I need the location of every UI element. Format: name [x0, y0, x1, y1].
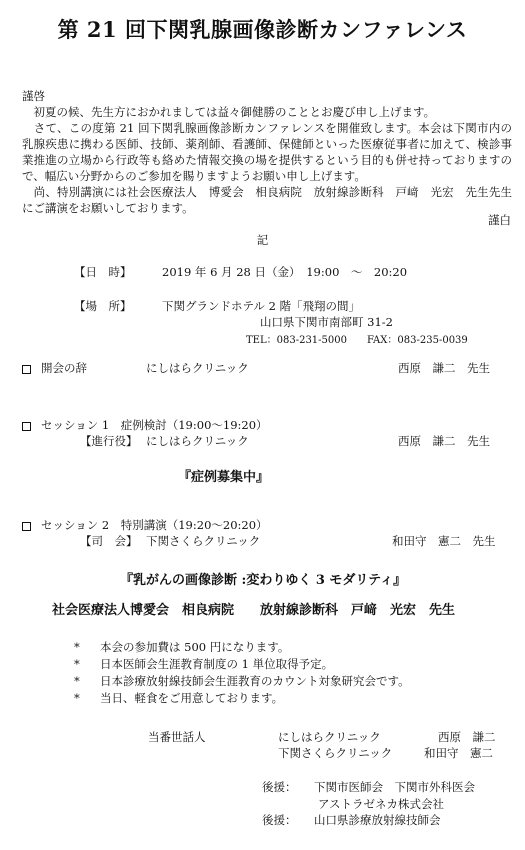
note-text: 本会の参加費は 500 円になります。: [100, 640, 290, 654]
ki-heading: 記: [256, 233, 269, 247]
list-item: [74, 656, 410, 673]
note-text: 日本医師会生涯教育制度の 1 単位取得予定。: [100, 657, 334, 671]
opening-row: [22, 360, 87, 376]
date-value: 2019 年 6 月 28 日（金） 19:00 ～ 20:20: [162, 265, 408, 279]
asterisk-mark: *: [74, 640, 80, 654]
note-text: 当日、軽食をご用意しております。: [100, 691, 284, 705]
session1-title: セッション 1 症例検討（19:00～19:20）: [41, 418, 268, 432]
session2-org: 下関さくらクリニック: [146, 534, 261, 548]
letter-body: [22, 104, 512, 216]
date-label: 【日 時】: [74, 265, 132, 279]
organizer-person: 西原 謙二: [438, 730, 496, 744]
list-item: [74, 639, 410, 656]
sponsor-line: アストラゼネカ株式会社: [318, 797, 445, 811]
square-bullet-icon: [22, 422, 31, 431]
organizer-org: 下関さくらクリニック: [278, 746, 393, 760]
opening-org: にしはらクリニック: [146, 361, 249, 375]
case-recruiting-note: 『症例募集中』: [178, 470, 270, 485]
organizer-org: にしはらクリニック: [278, 730, 381, 744]
session2-title: セッション 2 特別講演（19:20～20:20）: [41, 518, 268, 532]
session2-role: 【司 会】: [80, 534, 138, 548]
list-item: [74, 690, 410, 707]
list-item: [74, 673, 410, 690]
lecture-title: 『乳がんの画像診断 :変わりゆく 3 モダリティ』: [120, 573, 407, 588]
notes-list: [74, 639, 410, 707]
session2-person: 和田守 憲二 先生: [392, 534, 496, 548]
square-bullet-icon: [22, 522, 31, 531]
square-bullet-icon: [22, 365, 31, 374]
asterisk-mark: *: [74, 657, 80, 671]
organizers-label: 当番世話人: [148, 730, 206, 744]
sponsor-label: 後援：: [262, 813, 297, 827]
venue-tel: TEL：083-231-5000 FAX：083-235-0039: [246, 335, 468, 346]
opening-title: 開会の辞: [41, 361, 87, 375]
sponsor-line: 下関市医師会 下関市外科医会: [314, 780, 475, 794]
venue-name: 下関グランドホテル 2 階「飛翔の間」: [162, 299, 361, 313]
asterisk-mark: *: [74, 674, 80, 688]
session2-row: [22, 517, 268, 533]
lecture-speaker: 社会医療法人博愛会 相良病院 放射線診断科 戸﨑 光宏 先生: [52, 603, 456, 618]
paragraph-3: 尚、特別講演には社会医療法人 博愛会 相良病院 放射線診断科 戸﨑 光宏 先生先生にご講演をお願いしております。: [22, 185, 512, 215]
organizer-person: 和田守 憲二: [424, 746, 493, 760]
paragraph-2: さて、この度第 21 回下関乳腺画像診断カンファレンスを開催致します。本会は下関市内の乳腺疾患に携わる医師、技師、薬剤師、看護師、保健師といった医療従事者に加えて、検診事業推進の立場から行政等も絡めた情報交換の場を提供するという目的も併せ持っておりますので、幅広い分野からのご参加を賜りますようお願い申し上げます。: [22, 121, 512, 183]
opening-person: 西原 謙二 先生: [398, 361, 490, 375]
note-text: 日本診療放射線技師会生涯教育のカウント対象研究会です。: [100, 674, 410, 688]
session1-person: 西原 謙二 先生: [398, 434, 490, 448]
document-title: 第 21 回下関乳腺画像診断カンファレンス: [57, 17, 468, 42]
sponsor-line: 山口県診療放射線技師会: [314, 813, 441, 827]
session1-org: にしはらクリニック: [146, 434, 249, 448]
venue-address: 山口県下関市南部町 31-2: [260, 315, 393, 329]
venue-label: 【場 所】: [74, 299, 132, 313]
closing: 謹白: [488, 213, 511, 227]
paragraph-1: 初夏の候、先生方におかれましては益々御健勝のこととお慶び申し上げます。: [22, 105, 436, 119]
greeting: 謹啓: [22, 89, 45, 103]
session1-row: [22, 417, 268, 433]
sponsor-label: 後援：: [262, 780, 297, 794]
session1-role: 【進行役】: [80, 434, 138, 448]
asterisk-mark: *: [74, 691, 80, 705]
